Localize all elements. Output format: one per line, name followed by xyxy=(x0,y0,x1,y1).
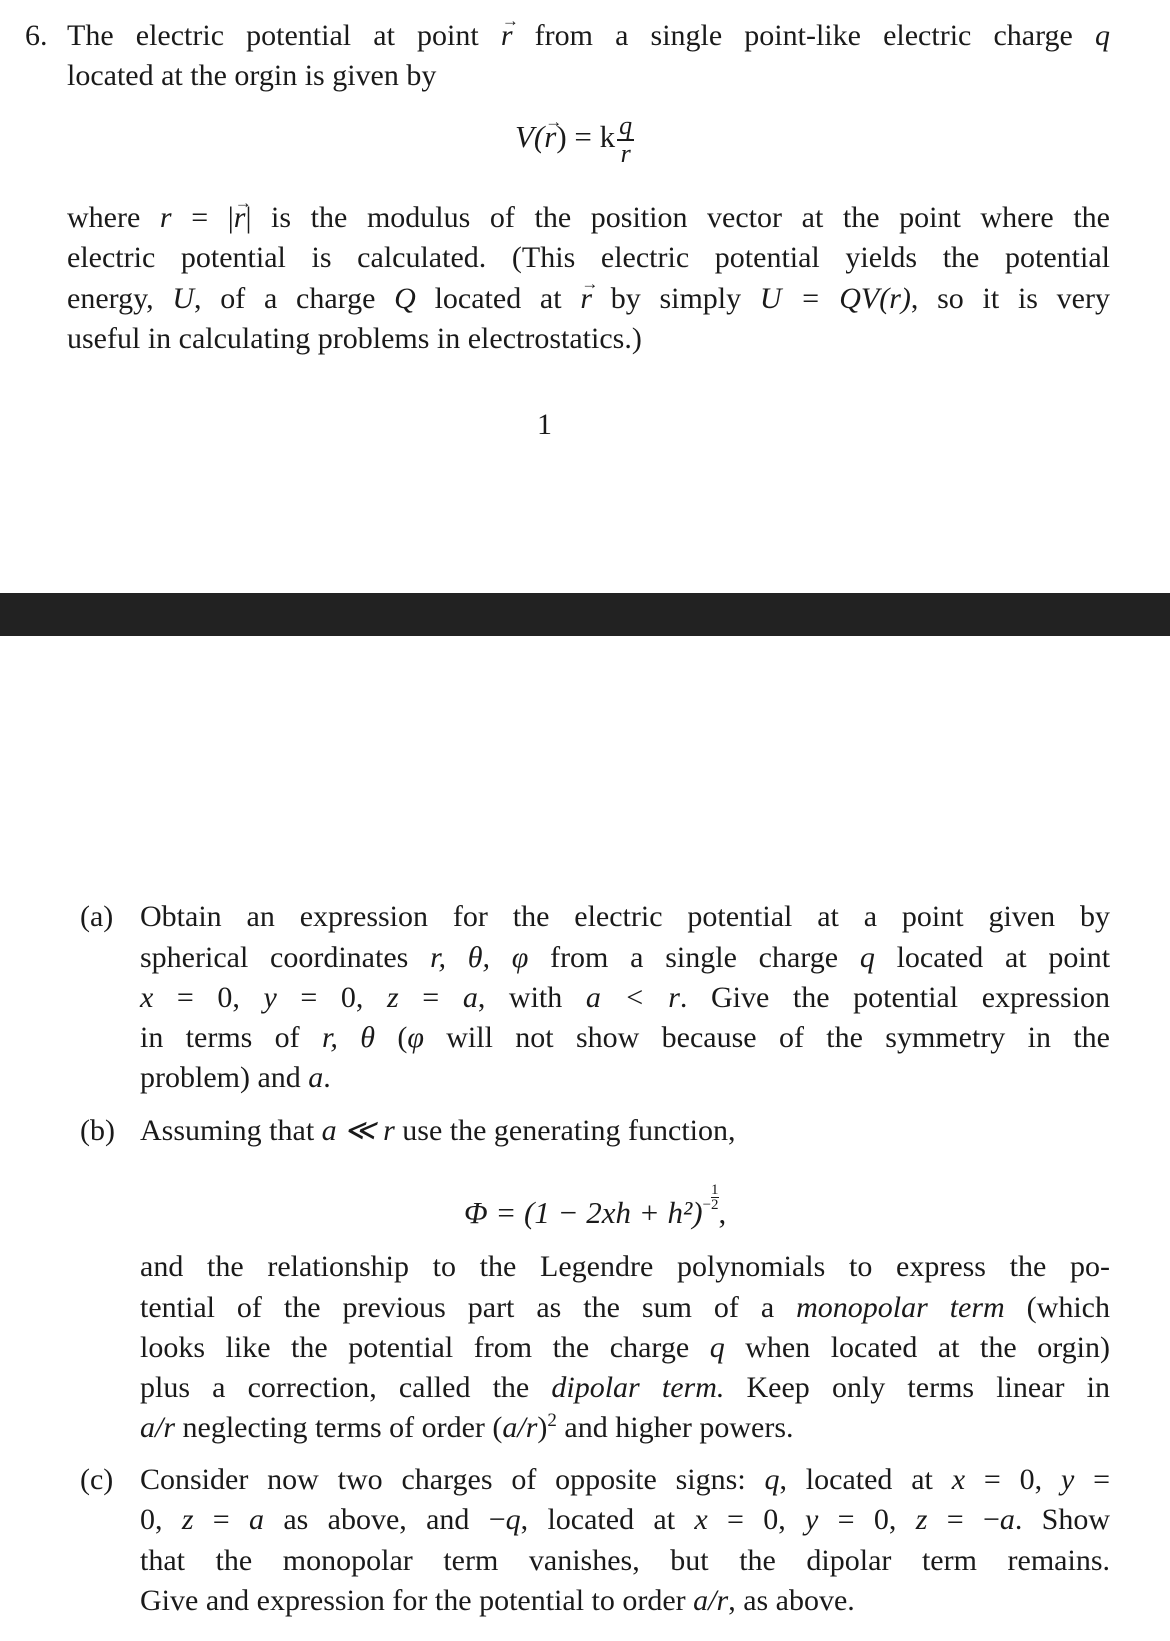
text: ( xyxy=(374,1021,408,1054)
part-b-line-2: and the relationship to the Legendre polynomials to express the po- xyxy=(140,1250,1110,1283)
text: | is the modulus of the position vector at the point where the xyxy=(245,201,1110,234)
text: = 0, xyxy=(153,981,264,1014)
var-U: U xyxy=(172,282,195,315)
part-b-line-6 xyxy=(140,1408,794,1448)
equation-U: U = QV(r) xyxy=(759,282,911,315)
text: = xyxy=(193,1503,250,1536)
part-b-label: (b) xyxy=(80,1114,115,1147)
var-a: a xyxy=(462,981,478,1014)
page-separator xyxy=(0,593,1170,636)
var-a: a xyxy=(308,1061,324,1094)
var-phi: φ xyxy=(407,1021,424,1054)
part-c-line-1 xyxy=(140,1460,1110,1500)
text: tential of the previous part as the sum of a xyxy=(140,1291,797,1324)
part-a-line-3 xyxy=(140,978,1110,1018)
text: , of a charge xyxy=(194,282,395,315)
vector-r: r → xyxy=(234,198,246,238)
eq-lhs: V( xyxy=(515,119,545,155)
vars-r-theta-phi: r, θ, φ xyxy=(430,941,529,974)
var-q: q xyxy=(1095,19,1110,52)
var-x: x xyxy=(140,981,154,1014)
var-q: q xyxy=(859,941,875,974)
var-y: y xyxy=(263,981,277,1014)
text: , with xyxy=(477,981,586,1014)
paragraph-line-1 xyxy=(67,198,1110,238)
text: neglecting terms of order ( xyxy=(175,1411,503,1444)
text: , located at xyxy=(779,1463,952,1496)
var-z: z xyxy=(181,1503,194,1536)
paragraph-line-4: useful in calculating problems in electrostatics.) xyxy=(67,322,642,355)
exp-numerator: 1 xyxy=(711,1182,719,1198)
text: = xyxy=(398,981,463,1014)
condition-a-much-less-r: a ≪ r xyxy=(321,1114,395,1147)
vector-r: r → xyxy=(501,16,513,56)
text: when located at the orgin) xyxy=(724,1331,1111,1364)
var-x: x xyxy=(951,1463,966,1496)
var-y: y xyxy=(805,1503,819,1536)
problem-intro-line-2: located at the orgin is given by xyxy=(67,59,437,92)
text: , as above. xyxy=(728,1584,855,1617)
text: = 0, xyxy=(818,1503,916,1536)
text: located at point xyxy=(874,941,1111,974)
text: spherical coordinates xyxy=(140,941,431,974)
text: = xyxy=(1074,1463,1111,1496)
text: from a single charge xyxy=(528,941,860,974)
var-a: a xyxy=(999,1503,1015,1536)
part-b-line-4 xyxy=(140,1328,1110,1368)
text: energy, xyxy=(67,282,173,315)
text: (which xyxy=(1004,1291,1110,1324)
text: plus a correction, called the xyxy=(140,1371,552,1404)
text: Give and expression for the potential to order xyxy=(140,1584,694,1617)
text: . xyxy=(323,1061,331,1094)
vars-r-theta: r, θ xyxy=(322,1021,375,1054)
text: use the generating function, xyxy=(394,1114,736,1147)
text: . Give the potential expression xyxy=(679,981,1111,1014)
text: = 0, xyxy=(707,1503,806,1536)
text: Keep only terms linear in xyxy=(724,1371,1110,1404)
exp-denominator: 2 xyxy=(711,1197,719,1213)
text: , so it is very xyxy=(910,282,1110,315)
part-c-line-4 xyxy=(140,1581,855,1621)
fraction-numerator: q xyxy=(619,111,633,140)
exponent-2: 2 xyxy=(547,1410,557,1431)
text: The electric potential at point xyxy=(67,19,501,52)
var-z: z xyxy=(915,1503,928,1536)
exp-sign: − xyxy=(702,1197,712,1213)
equation-generating-function xyxy=(464,1183,726,1233)
part-b-line-5 xyxy=(140,1368,1110,1408)
text: problem) and xyxy=(140,1061,309,1094)
ratio-a-over-r: a/r xyxy=(693,1584,729,1617)
term-dipolar: dipolar term. xyxy=(551,1371,725,1404)
text: will not show because of the symmetry in the xyxy=(423,1021,1110,1054)
problem-intro-line-1 xyxy=(67,16,1110,56)
part-a-line-1: Obtain an expression for the electric potential at a point given by xyxy=(140,900,1110,933)
text: from a single point-like electric charge xyxy=(512,19,1095,52)
exponent-fraction xyxy=(711,1183,719,1212)
var-Q: Q xyxy=(394,282,416,315)
text: where xyxy=(67,201,160,234)
text: Assuming that xyxy=(140,1114,322,1147)
eq-mid: ) = k xyxy=(556,119,616,155)
paragraph-line-3 xyxy=(67,279,1110,319)
text: as above, and − xyxy=(264,1503,506,1536)
problem-number: 6. xyxy=(25,19,48,52)
vector-r: r → xyxy=(544,117,556,157)
text: ) xyxy=(537,1411,548,1444)
text: looks like the potential from the charge xyxy=(140,1331,710,1364)
equation-potential xyxy=(515,113,634,167)
text: = 0, xyxy=(276,981,388,1014)
text: = − xyxy=(927,1503,1000,1536)
text: . Show xyxy=(1014,1503,1111,1536)
part-a-line-2 xyxy=(140,938,1110,978)
fraction-q-over-r xyxy=(617,113,634,167)
part-b-line-3 xyxy=(140,1288,1110,1328)
var-x: x xyxy=(694,1503,708,1536)
text: in terms of xyxy=(140,1021,323,1054)
var-q: q xyxy=(764,1463,780,1496)
part-a-line-5 xyxy=(140,1058,331,1098)
vector-r: r → xyxy=(580,279,592,319)
text: , located at xyxy=(520,1503,695,1536)
ratio-a-over-r: a/r xyxy=(140,1411,176,1444)
text: Consider now two charges of opposite signs: xyxy=(140,1463,765,1496)
text: = | xyxy=(171,201,234,234)
text: 0, xyxy=(140,1503,182,1536)
text: and higher powers. xyxy=(556,1411,794,1444)
ratio-a-over-r: a/r xyxy=(502,1411,538,1444)
var-z: z xyxy=(387,981,399,1014)
paragraph-line-2: electric potential is calculated. (This electric potential yields the potential xyxy=(67,241,1110,274)
eq-main: Φ = (1 − 2xh + h²) xyxy=(464,1195,703,1230)
var-q: q xyxy=(709,1331,725,1364)
part-c-line-3: that the monopolar term vanishes, but the dipolar term remains. xyxy=(140,1544,1110,1577)
fraction-denominator: r xyxy=(620,139,631,168)
part-c-line-2 xyxy=(140,1500,1110,1540)
var-a: a xyxy=(249,1503,265,1536)
text: located at xyxy=(415,282,581,315)
part-a-line-4 xyxy=(140,1018,1110,1058)
page-number: 1 xyxy=(537,408,552,441)
term-monopolar: monopolar term xyxy=(796,1291,1005,1324)
var-q: q xyxy=(505,1503,521,1536)
exponent-minus-half xyxy=(703,1198,711,1212)
var-y: y xyxy=(1060,1463,1075,1496)
part-c-label: (c) xyxy=(80,1463,114,1496)
part-b-line-1 xyxy=(140,1111,736,1151)
text: = 0, xyxy=(965,1463,1061,1496)
eq-tail: , xyxy=(718,1195,727,1230)
part-a-label: (a) xyxy=(80,900,114,933)
text: by simply xyxy=(592,282,760,315)
inequality-a-lt-r: a < r xyxy=(585,981,680,1014)
var-r: r xyxy=(159,201,172,234)
